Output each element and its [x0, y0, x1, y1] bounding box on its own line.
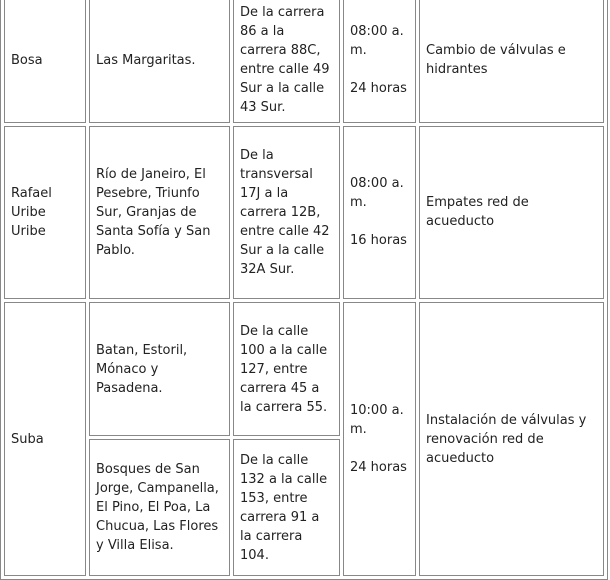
locality-cell: Bosa: [4, 0, 86, 123]
duration: 24 horas: [350, 460, 407, 476]
neighborhoods-cell: Río de Janeiro, El Pesebre, Triunfo Sur, Granjas de Santa Sofía y San Pablo.: [89, 126, 230, 299]
reason-cell: Instalación de válvulas y renovación red de acueducto: [419, 302, 604, 576]
start-time: 08:00 a. m.: [350, 176, 404, 211]
reason-cell: Cambio de válvulas e hidrantes: [419, 0, 604, 123]
duration: 16 horas: [350, 233, 407, 249]
locality-cell: Rafael Uribe Uribe: [4, 126, 86, 299]
sector-cell: De la transversal 17J a la carrera 12B, entre calle 42 Sur a la calle 32A Sur.: [233, 126, 340, 299]
start-time: 10:00 a. m.: [350, 403, 404, 438]
table-row: [4, 126, 604, 299]
sector-cell: De la calle 132 a la calle 153, entre carrera 91 a la carrera 104.: [233, 439, 340, 576]
schedule-cell: [343, 302, 416, 576]
reason-cell: Empates red de acueducto: [419, 126, 604, 299]
neighborhoods-cell: Las Margaritas.: [89, 0, 230, 123]
duration: 24 horas: [350, 81, 407, 97]
locality-cell: Suba: [4, 302, 86, 576]
table-row: [4, 302, 604, 436]
table-row: [4, 0, 604, 123]
schedule-cell: [343, 0, 416, 123]
start-time: 08:00 a. m.: [350, 24, 404, 59]
neighborhoods-cell: Batan, Estoril, Mónaco y Pasadena.: [89, 302, 230, 436]
schedule-cell: [343, 126, 416, 299]
sector-cell: De la calle 100 a la calle 127, entre carrera 45 a la carrera 55.: [233, 302, 340, 436]
neighborhoods-cell: Bosques de San Jorge, Campanella, El Pino, El Poa, La Chucua, Las Flores y Villa Elisa.: [89, 439, 230, 576]
sector-cell: De la carrera 86 a la carrera 88C, entre calle 49 Sur a la calle 43 Sur.: [233, 0, 340, 123]
